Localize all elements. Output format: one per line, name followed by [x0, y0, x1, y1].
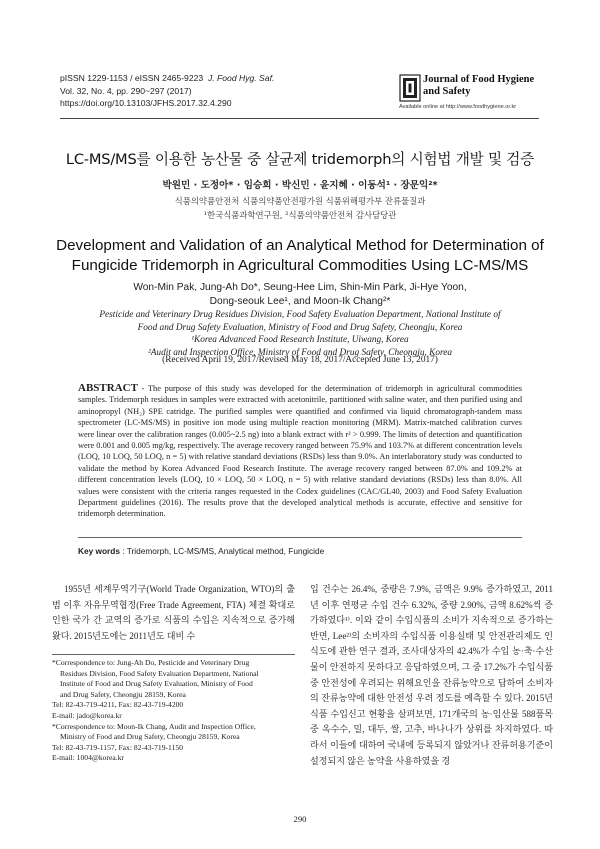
journal-title-line1: Journal of Food Hygiene — [423, 74, 535, 85]
affiliation-english-line2: Food and Drug Safety Evaluation, Ministry of Food and Drug Safety, Cheongju, Korea — [137, 322, 463, 333]
corr2-line2: Ministry of Food and Drug Safety, Cheongju 28159, Korea — [60, 732, 240, 742]
issn: pISSN 1229-1153 / eISSN 2465-9223 — [60, 73, 204, 83]
corr2-email[interactable]: E-mail: 1004@korea.kr — [52, 753, 124, 763]
journal-abbrev: J. Food Hyg. Saf. — [207, 73, 275, 83]
header-divider — [60, 118, 539, 119]
body-right-paragraph: 입 건수는 26.4%, 중량은 7.9%, 금액은 9.9% 증가하였고, 2011년 이후 연평균 수입 건수 6.32%, 중량 2.90%, 금액 8.62%씩 증가하였다¹⁾. 이와 같이 수입식품의 소비가 지속적으로 증가하는 반면, Lee²⁾의 소비자의 수입식품 이용실태 및 안전관리제도 인식도에 관한 연구 결과, 조사대상자의 42.4%가 수입 농·축·수산물이 안전하지 못하다고 응답하였으며, 그 중 17.2%가 수입식품 중 안전성에 우려되는 위해요인을 잔류농약으로 답하여 소비자의 잔류농약에 대한 안전성 우려 정도를 예측할 수 있다. 2015년 식품 수입신고 현황을 살펴보면, 171개국의 농·임산물 588품목 중 옥수수, 밀, 대두, 쌀, 고추, 바나나가 상위를 차지하였다. 따라서 이들에 대하여 국내에 등록되지 않았거나 잔류허용기준이 설정되지 않은 농약을 사용하였을 경 — [310, 584, 553, 766]
footnote-divider — [52, 654, 295, 655]
corr1-line1: *Correspondence to: Jung-Ah Do, Pesticide and Veterinary Drug — [52, 658, 250, 667]
journal-title-line2: and Safety — [423, 86, 471, 97]
page-number: 290 — [293, 814, 307, 824]
affiliation-korean-2: ¹한국식품과학연구원, ²식품의약품안전처 감사담당관 — [203, 210, 397, 220]
title-english — [40, 236, 560, 276]
authors-english — [80, 281, 520, 309]
keywords — [78, 546, 522, 556]
keywords-label: Key words — [78, 546, 120, 556]
affiliation-english-line4: ²Audit and Inspection Office, Ministry of Food and Drug Safety, Cheongju, Korea — [147, 347, 453, 358]
abstract-text: - The purpose of this study was developed for the determination of tridemorph in agricultural commodities samples. Tridemorph residues in samples were extracted with acetonitrile, partitioned with saline water, and then purified using and aminopropyl (NH₂) SPE catridge. The purified samples were quantified and confirmed via liquid chromatograph-tandem mass spectrometer (LC-MS/MS) in positive ion mode using multiple reaction monitoring (MRM). Matrix-matched calibration curves were linear over the calibration ranges (0.005~2.5 ng) into a blank extract with r² > 0.999. The limits of detection and quantification were 0.001 and 0.005 mg/kg, respectively. The average recovery ranged between 75.9% and 103.7% at different concentration levels (LOQ, 10 LOQ, 50 LOQ, n = 5) with relative standard deviations (RSDs) less than 9.0%. An interlaboratory study was conducted to validate the method by Korea Advanced Food Research Institute. The average recovery ranged between 87.0% and 109.2% at different concentration levels (LOQ, 10 × LOQ, 50 × LOQ, n = 5) with relative standard deviations (RSDs) less than 8.0%. All values were consistent with the criteria ranges requested in the Codex guidelines (CAC/GL40, 2003) and Food Safety Evaluation Department guidelines (2016). The results prove that the developed analytical methods is accurate, effective and sensitive for tridemorph determination. — [78, 384, 522, 519]
corr1-tel: Tel: 82-43-719-4211, Fax: 82-43-719-4200 — [52, 700, 184, 710]
authors-english-line2: Dong-seouk Lee¹, and Moon-Ik Chang²* — [209, 296, 391, 307]
corr1-email[interactable]: E-mail: jado@korea.kr — [52, 710, 122, 720]
volume-info: Vol. 32, No. 4, pp. 290~297 (2017) — [60, 85, 192, 96]
keywords-divider — [78, 537, 522, 538]
affiliation-korean-1: 식품의약품안전처 식품의약품안전평가원 식품위해평가부 잔류물질과 — [174, 196, 426, 206]
title-english-line2: Fungicide Tridemorph in Agricultural Commodities Using LC-MS/MS — [71, 257, 529, 274]
title-korean: LC-MS/MS를 이용한 농산물 중 살균제 tridemorph의 시험법 개발 및 검증 — [65, 151, 535, 168]
affiliation-english-line3: ¹Korea Advanced Food Research Institute, Uiwang, Korea — [191, 335, 409, 345]
journal-logo-icon — [399, 74, 421, 102]
body-left-paragraph: 1955년 세계무역기구(World Trade Organization, WTO)의 출범 이후 자유무역협정(Free Trade Agreement, FTA) 체결 확대로 인한 국가 간 교역의 증가로 식품의 수입은 지속적으로 증가해 왔다. 2015년도에는 2011년도 대비 수 — [52, 584, 295, 641]
title-english-line1: Development and Validation of an Analytical Method for Determination of — [56, 237, 544, 254]
affiliation-english-line1: Pesticide and Veterinary Drug Residues Division, Food Safety Evaluation Department, National Institute of — [99, 310, 501, 320]
corr2-tel: Tel: 82-43-719-1157, Fax: 82-43-719-1150 — [52, 742, 183, 752]
abstract — [78, 383, 522, 520]
body-column-left — [52, 582, 295, 644]
body-column-right — [310, 582, 553, 769]
journal-online-url[interactable]: Available online at http://www.foodhygiene.or.kr — [399, 104, 517, 110]
abstract-label: ABSTRACT — [78, 382, 138, 394]
journal-branding — [399, 70, 537, 114]
affiliation-english — [40, 309, 560, 359]
corr1-line3: Institute of Food and Drug Safety Evaluation, Ministry of Food — [60, 679, 253, 689]
doi-link[interactable]: https://doi.org/10.13103/JFHS.2017.32.4.290 — [60, 98, 232, 108]
corr1-line4: and Drug Safety, Cheongju 28159, Korea — [60, 689, 186, 699]
corr1-line2: Residues Division, Food Safety Evaluation Department, National — [60, 668, 259, 678]
corr2-line1: *Correspondence to: Moon-Ik Chang, Audit and Inspection Office, — [52, 721, 256, 731]
citation-header — [60, 72, 274, 110]
authors-english-line1: Won-Min Pak, Jung-Ah Do*, Seung-Hee Lim, Shin-Min Park, Ji-Hye Yoon, — [133, 282, 467, 293]
journal-title — [423, 74, 534, 98]
keywords-text: : Tridemorph, LC-MS/MS, Analytical method, Fungicide — [119, 546, 325, 556]
authors-korean: 박원민 · 도정아* · 임승희 · 박신민 · 윤지혜 · 이동석¹ · 장문익²* — [162, 180, 438, 191]
received-dates: (Received April 19, 2017/Revised May 18, 2017/Accepted June 13, 2017) — [162, 355, 438, 365]
correspondence-footnote — [52, 658, 295, 764]
